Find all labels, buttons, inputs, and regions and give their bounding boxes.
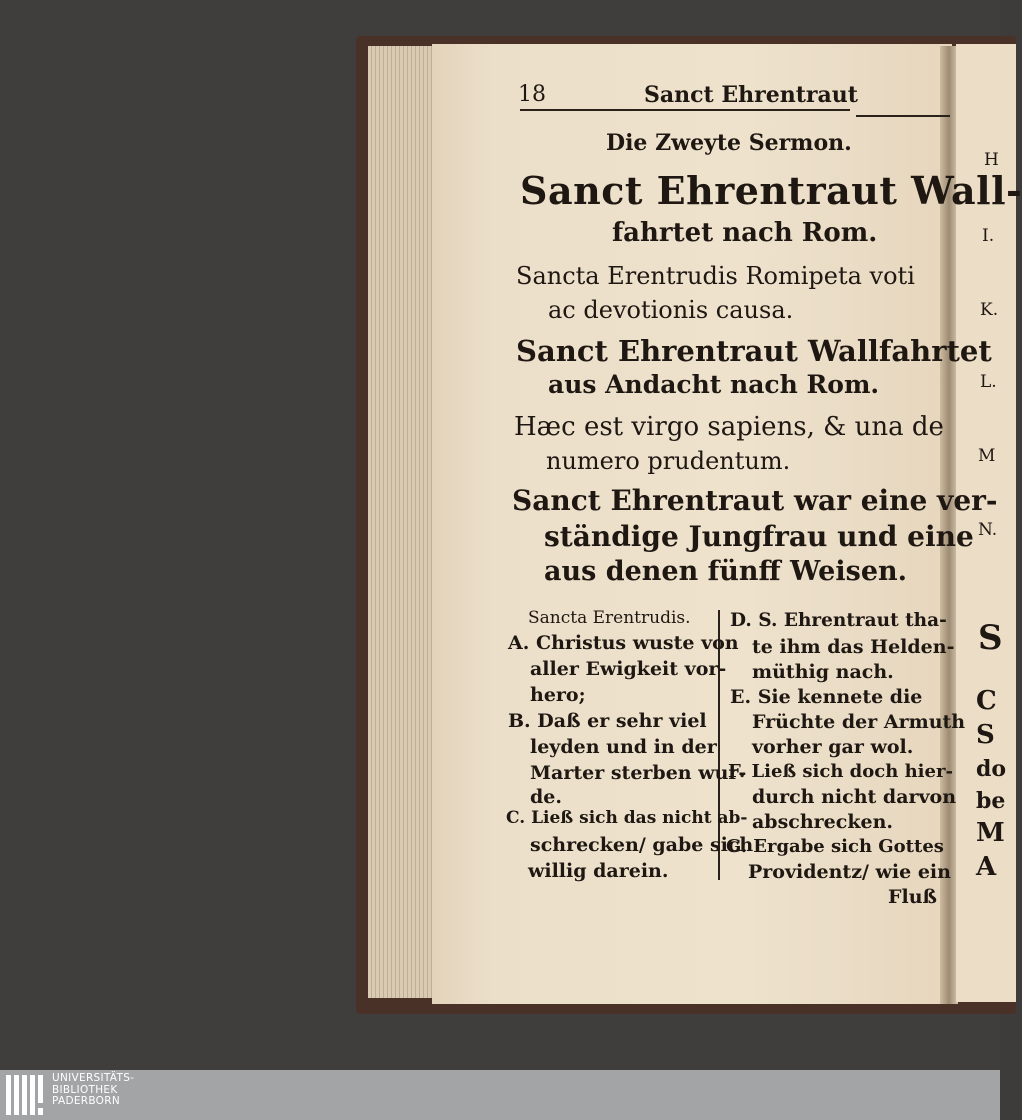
list-item: te ihm das Helden-	[752, 636, 955, 658]
page-edges	[368, 46, 442, 998]
list-item: Marter sterben wur-	[530, 762, 747, 784]
text-fragment: be	[976, 788, 1006, 814]
margin-letter: K.	[980, 300, 999, 320]
german-verse-line-2: ständige Jungfrau und eine	[544, 520, 974, 553]
title-line-1: Sanct Ehrentraut Wall-	[520, 168, 1022, 213]
list-item: vorher gar wol.	[752, 736, 914, 758]
margin-letter: H	[984, 150, 999, 170]
list-item: durch nicht darvon	[752, 786, 957, 808]
catchword: Fluß	[888, 886, 937, 908]
page-number: 18	[518, 82, 546, 107]
title-line-2: fahrtet nach Rom.	[612, 218, 878, 248]
text-fragment: do	[976, 756, 1007, 782]
list-item: E. Sie kennete die	[730, 686, 923, 708]
margin-letter: I.	[982, 226, 995, 246]
list-item: B. Daß er sehr viel	[508, 710, 707, 732]
text-fragment: A	[976, 852, 997, 882]
list-item: G. Ergabe sich Gottes	[726, 836, 944, 857]
list-item: D. S. Ehrentraut tha-	[730, 610, 947, 631]
list-item: aller Ewigkeit vor-	[530, 658, 727, 680]
german-verse-line-1: Sanct Ehrentraut war eine ver-	[512, 484, 998, 517]
sermon-subtitle: Die Zweyte Sermon.	[606, 130, 852, 156]
logo-line-3: PADERBORN	[52, 1095, 120, 1107]
header-rule-short	[856, 115, 950, 117]
margin-letter: L.	[980, 372, 997, 392]
latin-verse-line-2: numero prudentum.	[546, 447, 791, 475]
margin-letter: M	[978, 446, 996, 466]
latin-verse-line-1: Hæc est virgo sapiens, & una de	[514, 412, 944, 442]
text-fragment: S	[978, 618, 1003, 658]
list-item: abschrecken.	[752, 811, 894, 833]
library-logo-text	[52, 1073, 134, 1108]
list-item: A. Christus wuste von	[508, 632, 739, 654]
list-item: F. Ließ sich doch hier-	[728, 761, 953, 782]
footer-bar	[0, 1070, 1000, 1120]
german-motto-line-2: aus Andacht nach Rom.	[548, 370, 880, 399]
list-item: müthig nach.	[752, 661, 894, 683]
list-item: C. Ließ sich das nicht ab-	[506, 808, 748, 828]
list-item: willig darein.	[528, 860, 669, 882]
list-item: Früchte der Armuth	[752, 711, 966, 733]
column-heading: Sancta Erentrudis.	[528, 608, 691, 628]
logo-line-1: UNIVERSITÄTS-	[52, 1072, 135, 1084]
list-item: leyden und in der	[530, 736, 717, 758]
margin-letter: N.	[978, 520, 998, 540]
german-verse-line-3: aus denen fünff Weisen.	[544, 556, 908, 587]
running-head: Sanct Ehrentraut	[644, 82, 858, 108]
text-fragment: S	[976, 720, 995, 750]
list-item: Providentz/ wie ein	[748, 861, 951, 883]
list-item: de.	[530, 786, 562, 808]
logo-line-2: BIBLIOTHEK	[52, 1083, 118, 1096]
german-motto-line-1: Sanct Ehrentraut Wallfahrtet	[516, 334, 992, 368]
header-rule	[520, 109, 850, 111]
latin-motto-line-2: ac devotionis causa.	[548, 296, 794, 324]
list-item: schrecken/ gabe sich	[530, 834, 754, 856]
list-item: hero;	[530, 684, 586, 706]
text-fragment: C	[976, 686, 997, 716]
latin-motto-line-1: Sancta Erentrudis Romipeta voti	[516, 262, 915, 290]
text-fragment: M	[976, 818, 1005, 848]
